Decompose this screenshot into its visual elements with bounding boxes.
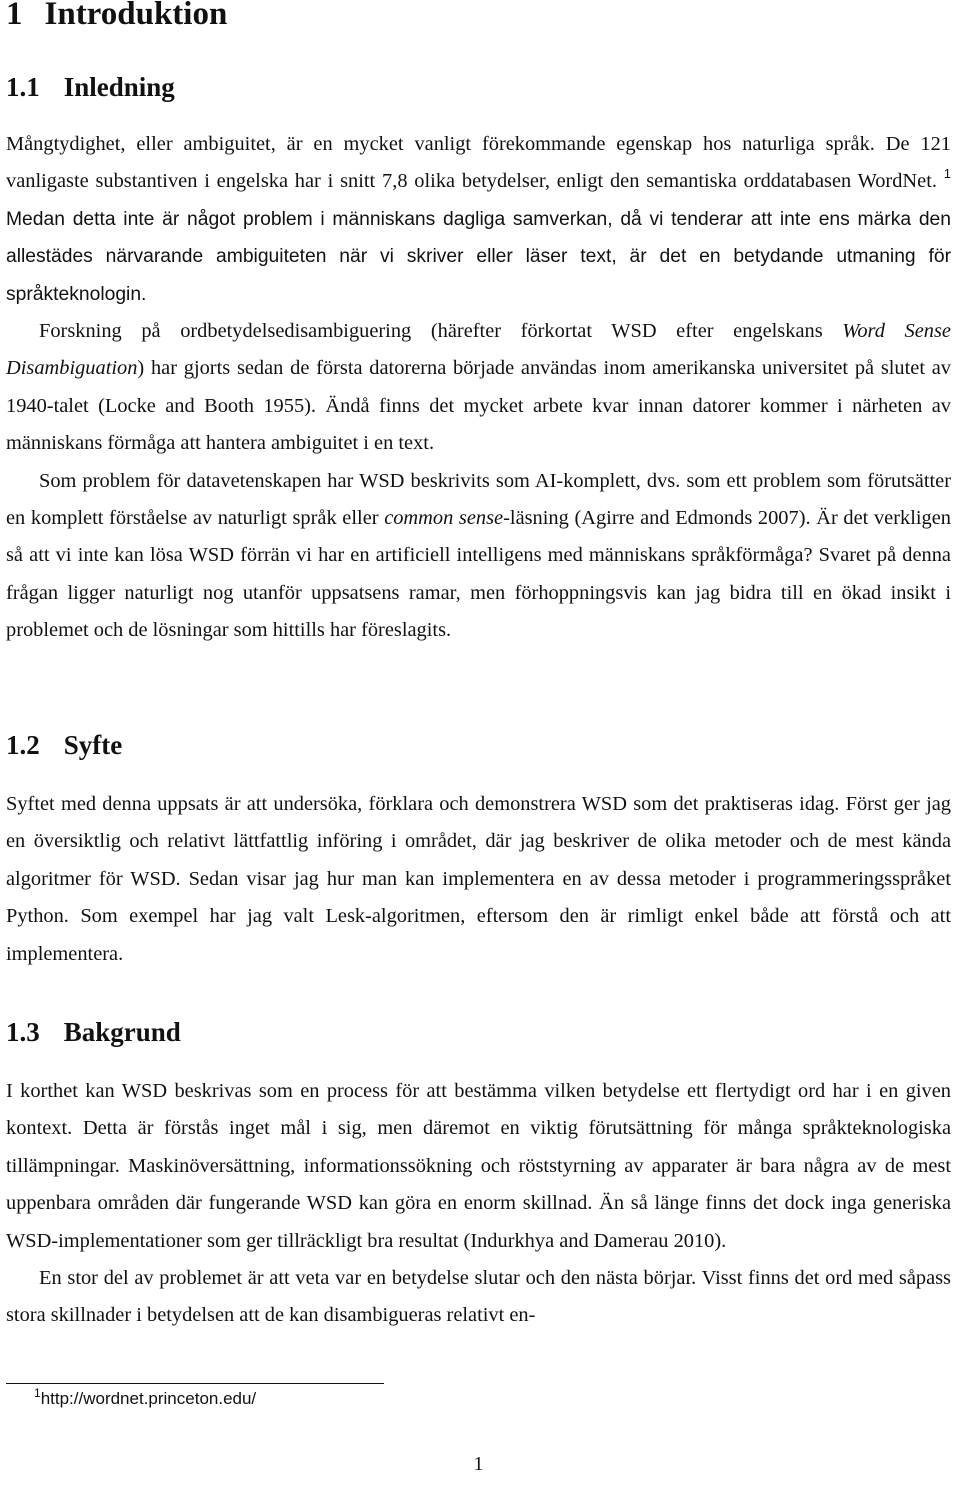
footnote-link[interactable]: http://wordnet.princeton.edu/ bbox=[40, 1389, 257, 1408]
section-title: Syfte bbox=[63, 730, 123, 760]
footnote bbox=[34, 1384, 256, 1414]
chapter-title: Introduktion bbox=[44, 0, 228, 32]
emphasis-common-sense: common sense bbox=[384, 507, 504, 530]
chapter-number: 1 bbox=[6, 0, 23, 32]
paragraph-6: En stor del av problemet är att veta var en betydelse slutar och den nästa börjar. Visst finns det ord med såpass stora skillnader i betydelsen att de kan disambigueras relativt en- bbox=[6, 1267, 951, 1327]
section-body-bakgrund bbox=[6, 1073, 951, 1335]
paragraph-3: Som problem för datavetenskapen har WSD beskrivits som AI-komplett, dvs. som ett problem som förutsätter en komplett förståelse av naturligt språk eller common sense-läsning (Agirre and Edmonds 2007). Är det verkligen så att vi inte kan lösa WSD förrän vi har en artificiell intelligens med människans språkförmåga? Svaret på denna frågan ligger naturligt nog utanför uppsatsens ramar, men förhoppningsvis kan jag bidra till en ökad insikt i problemet och de lösningar som hittills har föreslagits. bbox=[6, 469, 951, 642]
section-number: 1.1 bbox=[6, 72, 40, 102]
section-heading-syfte bbox=[6, 730, 122, 761]
section-body-inledning bbox=[6, 126, 951, 650]
section-heading-inledning bbox=[6, 72, 175, 103]
chapter-heading bbox=[6, 0, 227, 33]
paragraph-1-text-a: Mångtydighet, eller ambiguitet, är en mycket vanligt förekommande egenskap hos naturliga språk. De 121 vanligaste substantiven i engelska har i snitt 7,8 olika betydelser, enligt den semantiska orddatabasen WordNet. bbox=[6, 133, 951, 193]
section-heading-bakgrund bbox=[6, 1017, 181, 1048]
emphasis-word-sense-disambiguation: Word Sense Disambiguation bbox=[6, 320, 951, 380]
footnote-marker: 1 bbox=[943, 166, 951, 182]
section-body-syfte bbox=[6, 786, 951, 973]
paragraph-5: I korthet kan WSD beskrivas som en process för att bestämma vilken betydelse ett flertydigt ord har i en given kontext. Detta är förstås inget mål i sig, men däremot en viktig förutsättning för många språkteknologiska tillämpningar. Maskinöversättning, informationssökning och röststyrning av apparater är bara några av de mest uppenbara områden där fungerande WSD kan göra en enorm skillnad. Än så länge finns det dock inga generiska WSD-implementationer som ger tillräckligt bra resultat (Indurkhya and Damerau 2010). bbox=[6, 1080, 951, 1252]
section-number: 1.3 bbox=[6, 1017, 40, 1047]
paragraph-1-text-b: Medan detta inte är något problem i människans dagliga samverkan, då vi tenderar att inte ens märka den allestädes närvarande ambiguiteten när vi skriver eller läser text, är det en betydande utmaning för språkteknologin. bbox=[6, 208, 951, 305]
section-number: 1.2 bbox=[6, 730, 40, 760]
page-number: 1 bbox=[473, 1453, 484, 1475]
footnote-number: 1 bbox=[34, 1386, 41, 1400]
paragraph-1 bbox=[6, 126, 951, 313]
section-title: Inledning bbox=[63, 72, 175, 102]
section-title: Bakgrund bbox=[63, 1017, 181, 1047]
paragraph-4: Syftet med denna uppsats är att undersöka, förklara och demonstrera WSD som det praktiseras idag. Först ger jag en översiktlig och relativt lättfattlig införing i området, där jag beskriver de olika metoder och de mest kända algoritmer för WSD. Sedan visar jag hur man kan implementera en av dessa metoder i programmeringsspråket Python. Som exempel har jag valt Lesk-algoritmen, eftersom den är rimligt enkel både att förstå och att implementera. bbox=[6, 793, 951, 965]
paragraph-2: Forskning på ordbetydelsedisambiguering (härefter förkortat WSD efter engelskans Word Sense Disambiguation) har gjorts sedan de första datorerna började användas inom amerikanska universitet på slutet av 1940-talet (Locke and Booth 1955). Ändå finns det mycket arbete kvar innan datorer kommer i närheten av människans förmåga att hantera ambiguitet i en text. bbox=[6, 320, 951, 455]
